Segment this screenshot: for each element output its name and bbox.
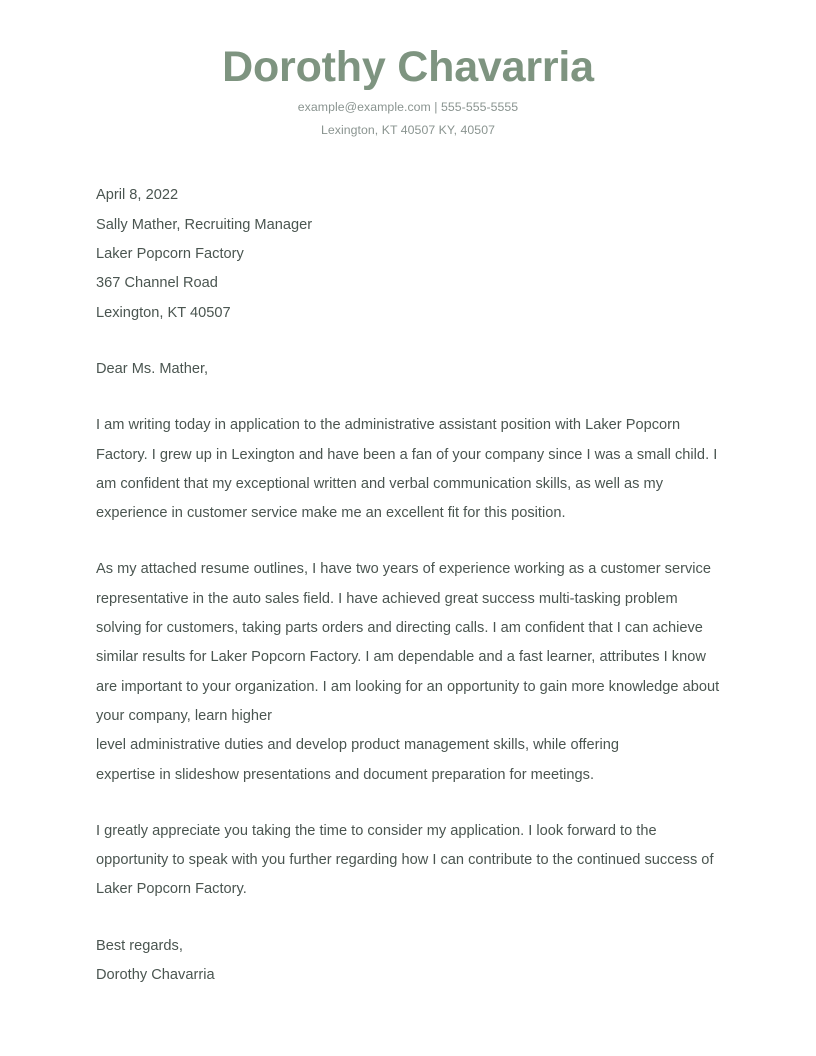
recipient-name-title: Sally Mather, Recruiting Manager xyxy=(96,216,313,233)
letter-header xyxy=(0,0,816,141)
valediction: Best regards, xyxy=(96,937,183,954)
candidate-name: Dorothy Chavarria xyxy=(222,43,594,91)
body-paragraph-2-line-group-2: level administrative duties and develop product management skills, while offering xyxy=(96,737,619,754)
contact-location: Lexington, KT 40507 KY, 40507 xyxy=(321,122,495,137)
closing-block xyxy=(96,932,720,991)
salutation: Dear Ms. Mather, xyxy=(96,360,209,377)
body-paragraph-1: I am writing today in application to the administrative assistant position with Laker Popcorn Factory. I grew up in Lexington and have been a fan of your company since I was a small child. I am confident that my exceptional written and verbal communication skills, as well as my experience in customer service make me an excellent fit for this position. xyxy=(96,417,718,522)
signature-name: Dorothy Chavarria xyxy=(96,967,215,983)
recipient-company: Laker Popcorn Factory xyxy=(96,246,244,263)
recipient-street: 367 Channel Road xyxy=(96,275,218,292)
body-paragraph-2-line-group-3: expertise in slideshow presentations and document preparation for meetings. xyxy=(96,766,595,783)
body-paragraph-2-line-group-1: As my attached resume outlines, I have two years of experience working as a customer service representative in the auto sales field. I have achieved great success multi-tasking problem solving for customers, taking parts orders and directing calls. I am confident that I can achieve similar results for Laker Popcorn Factory. I am dependable and a fast learner, attributes I know are important to your organization. I am looking for an opportunity to gain more knowledge about your company, learn higher xyxy=(96,561,720,724)
recipient-block xyxy=(96,181,720,327)
letter-date: April 8, 2022 xyxy=(96,187,179,204)
contact-email-phone: example@example.com | 555-555-5555 xyxy=(297,100,519,115)
body-paragraph-3: I greatly appreciate you taking the time to consider my application. I look forward to the opportunity to speak with you further regarding how I can contribute to the continued success of Laker Popcorn Factory. xyxy=(96,822,714,898)
letter-body xyxy=(0,181,816,990)
recipient-city-state-zip: Lexington, KT 40507 xyxy=(96,304,231,321)
body-paragraph-2 xyxy=(96,555,720,789)
